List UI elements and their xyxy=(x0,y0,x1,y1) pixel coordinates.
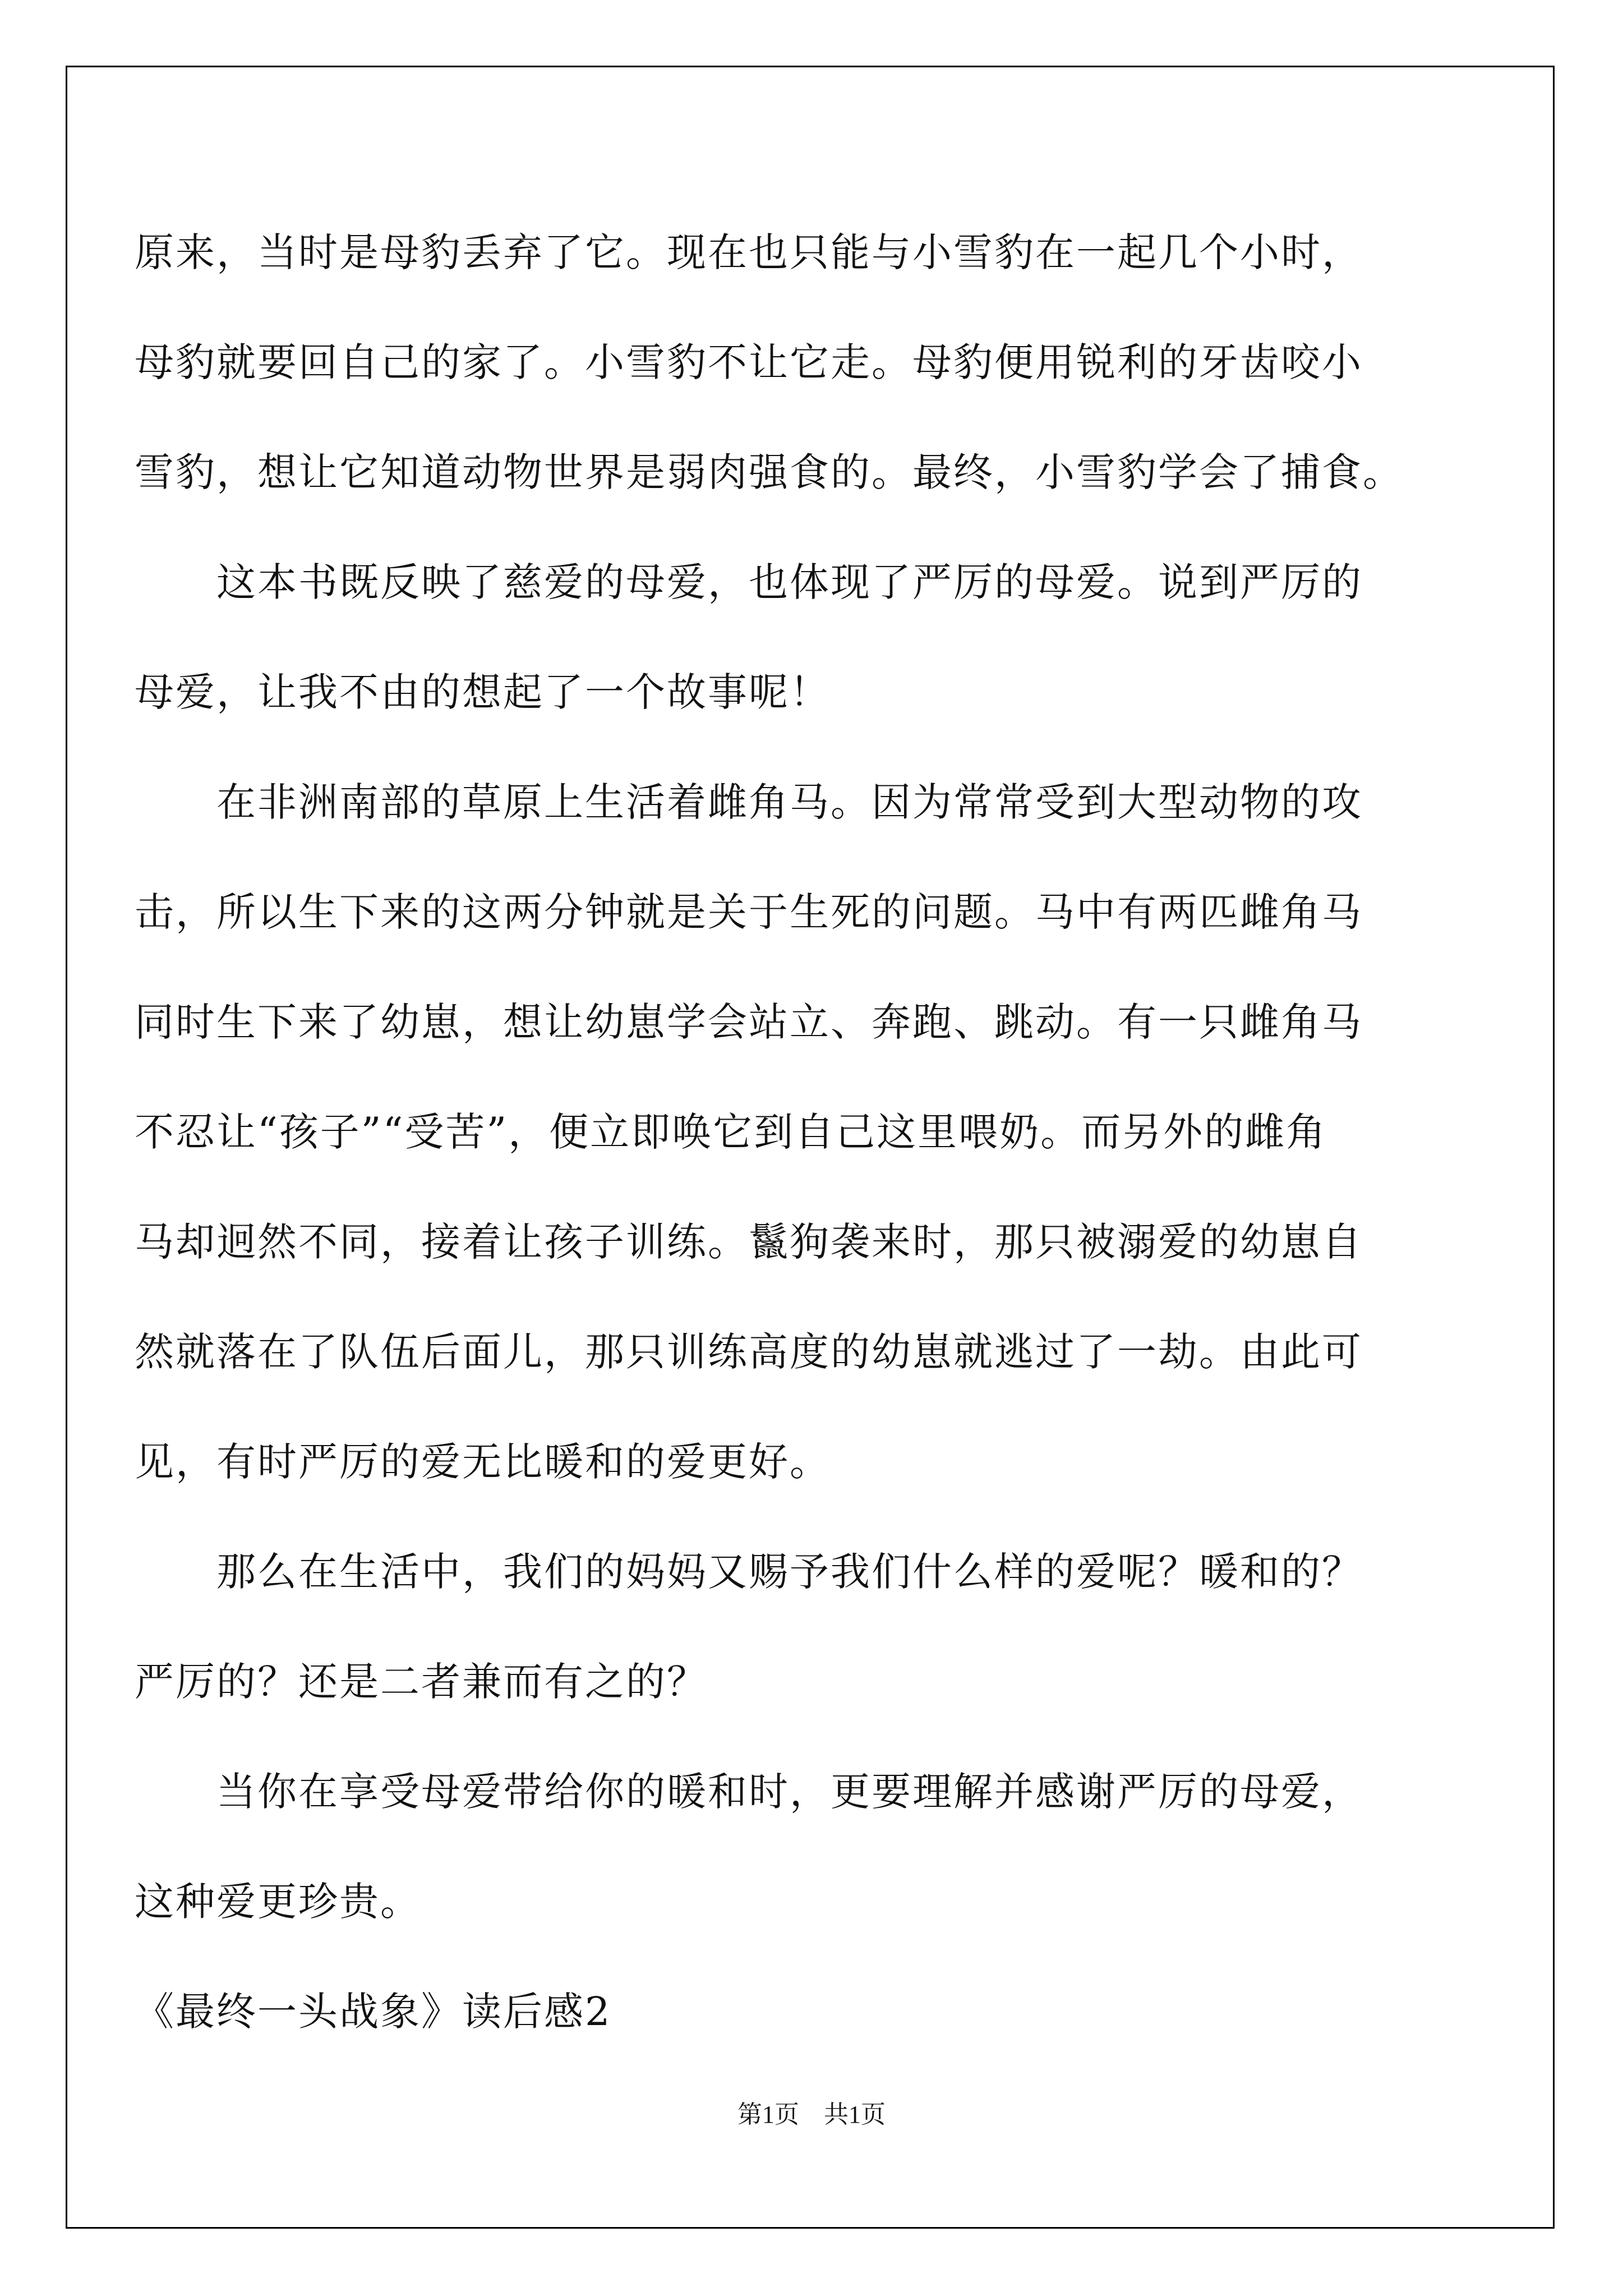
text-line: 当你在享受母爱带给你的暖和时，更要理解并感谢严厉的母爱， xyxy=(135,1769,1363,1815)
text-line: 同时生下来了幼崽，想让幼崽学会站立、奔跑、跳动。有一只雌角马 xyxy=(135,999,1363,1045)
text-line: 雪豹，想让它知道动物世界是弱肉强食的。最终，小雪豹学会了捕食。 xyxy=(135,449,1404,495)
text-line: 见，有时严厉的爱无比暖和的爱更好。 xyxy=(135,1439,831,1485)
text-line: 击，所以生下来的这两分钟就是关于生死的问题。马中有两匹雌角马 xyxy=(135,889,1363,935)
text-line: 那么在生活中，我们的妈妈又赐予我们什么样的爱呢？暖和的？ xyxy=(135,1549,1363,1595)
text-line: 不忍让“孩子”“受苦”，便立即唤它到自己这里喂奶。而另外的雌角 xyxy=(135,1109,1327,1155)
text-line: 然就落在了队伍后面儿，那只训练高度的幼崽就逃过了一劫。由此可 xyxy=(135,1329,1363,1375)
text-line: 在非洲南部的草原上生活着雌角马。因为常常受到大型动物的攻 xyxy=(135,779,1363,825)
text-line: 母爱，让我不由的想起了一个故事呢！ xyxy=(135,669,831,715)
page-footer: 第1页 共1页 xyxy=(737,2101,886,2128)
text-line: 马却迥然不同，接着让孩子训练。鬣狗袭来时，那只被溺爱的幼崽自 xyxy=(135,1219,1363,1265)
text-line: 母豹就要回自己的家了。小雪豹不让它走。母豹便用锐利的牙齿咬小 xyxy=(135,339,1363,385)
text-line: 这本书既反映了慈爱的母爱，也体现了严厉的母爱。说到严厉的 xyxy=(135,559,1363,605)
section-heading: 《最终一头战象》读后感2 xyxy=(135,1989,612,2035)
text-line: 严厉的？还是二者兼而有之的？ xyxy=(135,1659,708,1705)
text-line: 这种爱更珍贵。 xyxy=(135,1879,421,1925)
text-line: 原来，当时是母豹丢弃了它。现在也只能与小雪豹在一起几个小时， xyxy=(135,229,1363,275)
